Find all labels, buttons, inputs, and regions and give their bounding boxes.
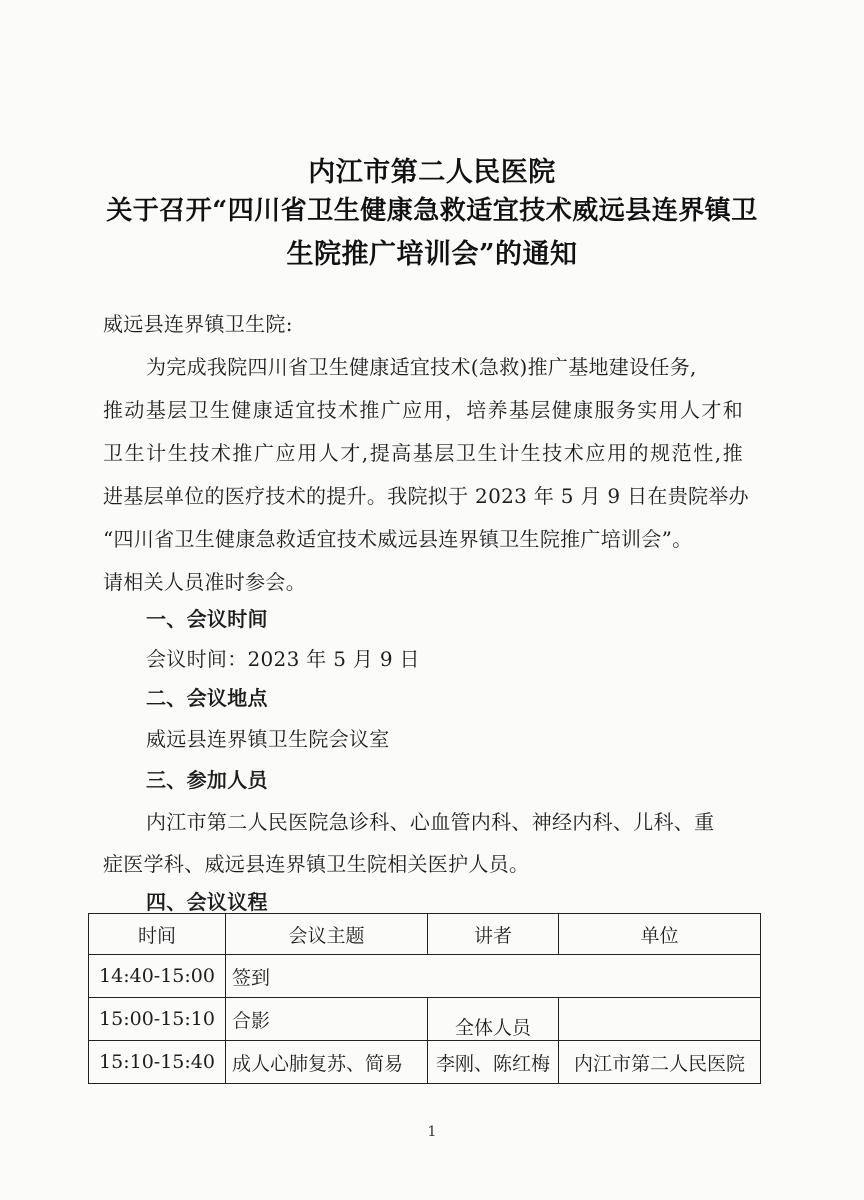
header-time: 时间 [89,914,226,955]
row-time: 15:00-15:10 [89,998,226,1041]
agenda-heading: 四、会议议程 [146,890,268,914]
row-topic: 成人心肺复苏、简易 [226,1041,428,1084]
row-speaker: 李刚、陈红梅 [428,1041,559,1084]
place-text: 威远县连界镇卫生院会议室 [146,727,390,751]
participants-line-2: 症医学科、威远县连界镇卫生院相关医护人员。 [103,852,530,876]
table-row [89,955,761,998]
body-line-5: “四川省卫生健康急救适宜技术威远县连界镇卫生院推广培训会”。 [103,527,693,551]
time-text: 会议时间：2023 年 5 月 9 日 [146,647,420,671]
body-line-2: 推动基层卫生健康适宜技术推广应用，培养基层健康服务实用人才和 [103,398,743,422]
page-number: 1 [427,1124,437,1140]
table-row [89,1041,761,1084]
header-speaker: 讲者 [428,914,559,955]
document-title-line-2: 关于召开“四川省卫生健康急救适宜技术威远县连界镇卫 [106,196,758,226]
agenda-table [88,913,761,1084]
header-topic: 会议主题 [226,914,428,955]
row-unit [559,998,761,1041]
place-heading: 二、会议地点 [146,686,268,710]
body-line-1: 为完成我院四川省卫生健康适宜技术(急救)推广基地建设任务, [146,355,697,379]
document-title-line-3: 生院推广培训会”的通知 [286,239,578,270]
participants-heading: 三、参加人员 [146,768,268,792]
row-time: 15:10-15:40 [89,1041,226,1084]
salutation: 威远县连界镇卫生院: [103,312,293,336]
row-topic: 合影 [226,998,428,1041]
agenda-header-row [89,914,761,955]
row-unit: 内江市第二人民医院 [559,1041,761,1084]
row-speaker: 全体人员 [428,998,559,1041]
time-heading: 一、会议时间 [146,607,268,631]
header-unit: 单位 [559,914,761,955]
row-time: 14:40-15:00 [89,955,226,998]
table-row [89,998,761,1041]
body-line-6: 请相关人员准时参会。 [103,570,306,594]
participants-line-1: 内江市第二人民医院急诊科、心血管内科、神经内科、儿科、重 [146,810,715,834]
body-line-4: 进基层单位的医疗技术的提升。我院拟于 2023 年 5 月 9 日在贵院举办 [103,484,749,508]
document-title-line-1: 内江市第二人民医院 [308,157,556,188]
row-topic: 签到 [226,955,761,998]
body-line-3: 卫生计生技术推广应用人才,提高基层卫生计生技术应用的规范性,推 [103,441,743,465]
